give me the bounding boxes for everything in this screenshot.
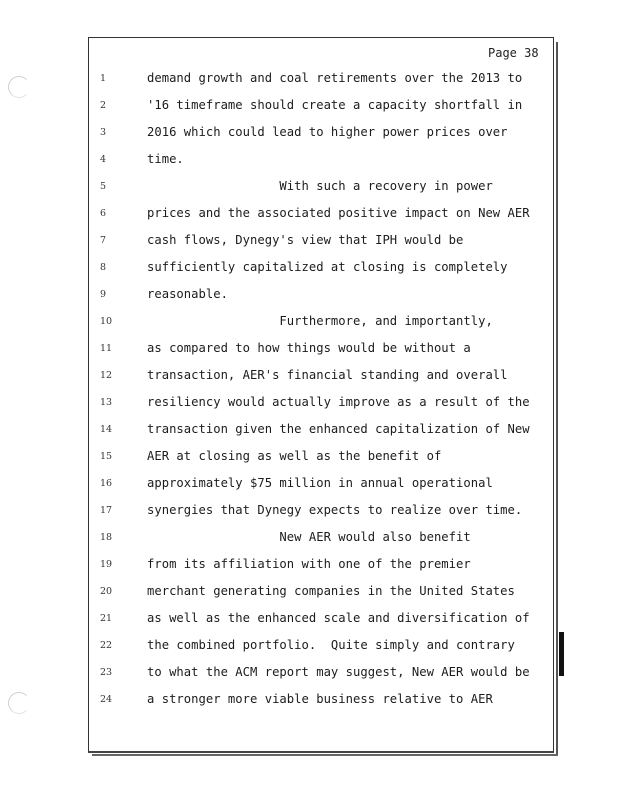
line-number: 20 [100,586,113,597]
transcript-line: synergies that Dynegy expects to realize over time. [147,503,523,517]
transcript-line: to what the ACM report may suggest, New AER would be [147,665,530,679]
punch-hole-top [8,76,30,98]
page-number: Page 38 [488,46,539,60]
transcript-line: AER at closing as well as the benefit of [147,449,442,463]
transcript-line: reasonable. [147,287,228,301]
transcript-line: merchant generating companies in the United States [147,584,515,598]
transcript-line: a stronger more viable business relative to AER [147,692,493,706]
line-number: 24 [100,694,113,705]
line-number: 11 [100,343,113,354]
line-number: 3 [100,127,107,138]
line-number: 19 [100,559,113,570]
line-number: 7 [100,235,107,246]
page-edge-shadow-right [556,42,558,754]
transcript-line: With such a recovery in power [147,179,493,193]
transcript-line: 2016 which could lead to higher power prices over [147,125,508,139]
line-number: 15 [100,451,113,462]
transcript-line: from its affiliation with one of the premier [147,557,471,571]
line-number: 14 [100,424,113,435]
line-number: 9 [100,289,107,300]
transcript-line: cash flows, Dynegy's view that IPH would be [147,233,464,247]
transcript-line: the combined portfolio. Quite simply and contrary [147,638,515,652]
line-number: 17 [100,505,113,516]
line-number: 16 [100,478,113,489]
line-number: 23 [100,667,113,678]
transcript-line: Furthermore, and importantly, [147,314,493,328]
line-number: 4 [100,154,107,165]
line-number: 1 [100,73,107,84]
line-number: 2 [100,100,107,111]
line-number: 12 [100,370,113,381]
transcript-line: approximately $75 million in annual operational [147,476,493,490]
line-number: 21 [100,613,113,624]
transcript-line: as well as the enhanced scale and diversification of [147,611,530,625]
transcript-line: resiliency would actually improve as a result of the [147,395,530,409]
transcript-line: as compared to how things would be without a [147,341,471,355]
line-number: 5 [100,181,107,192]
line-number: 18 [100,532,113,543]
line-number: 8 [100,262,107,273]
transcript-line: demand growth and coal retirements over the 2013 to [147,71,523,85]
line-number: 10 [100,316,113,327]
page-edge-shadow-bottom [92,754,558,756]
transcript-line: transaction, AER's financial standing and overall [147,368,508,382]
punch-hole-bottom [8,692,30,714]
margin-change-bar [559,632,564,676]
transcript-line: time. [147,152,184,166]
transcript-line: New AER would also benefit [147,530,471,544]
line-number: 6 [100,208,107,219]
transcript-line: sufficiently capitalized at closing is completely [147,260,508,274]
line-number: 22 [100,640,113,651]
line-number: 13 [100,397,113,408]
transcript-line: transaction given the enhanced capitalization of New [147,422,530,436]
transcript-line: '16 timeframe should create a capacity shortfall in [147,98,523,112]
transcript-line: prices and the associated positive impact on New AER [147,206,530,220]
